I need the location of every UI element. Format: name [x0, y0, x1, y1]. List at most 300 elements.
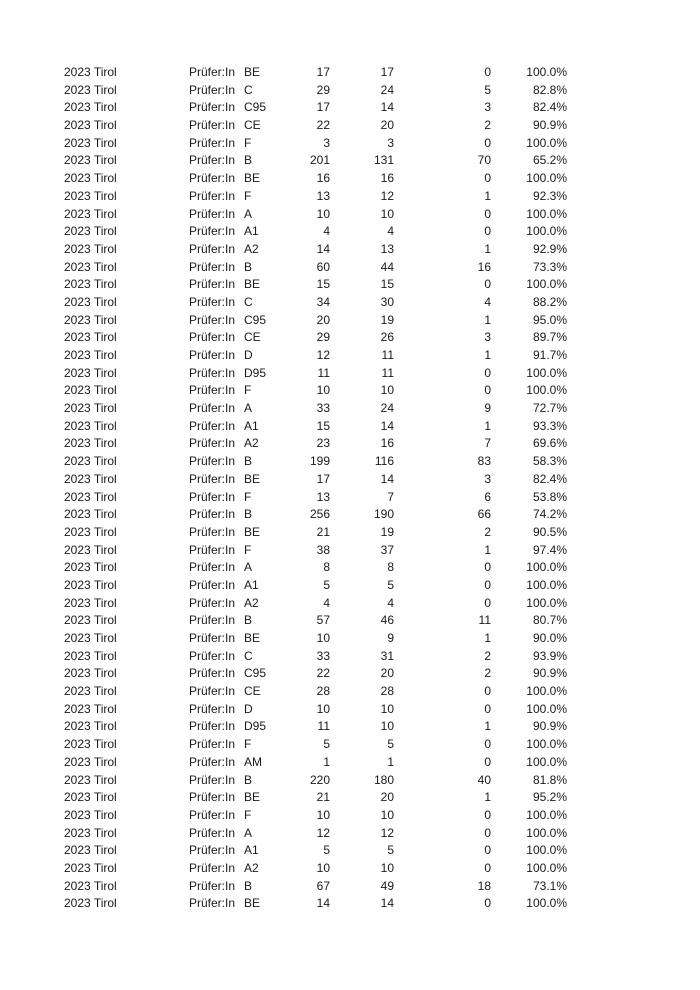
total-cell: 67 — [316, 878, 330, 893]
pass-rate-cell: 89.7% — [532, 330, 567, 345]
total-cell: 21 — [316, 524, 330, 539]
year-region-cell: 2023 Tirol — [64, 560, 117, 575]
failed-cell: 0 — [484, 560, 491, 575]
role-cell: Prüfer:In — [189, 418, 236, 433]
year-region-cell: 2023 Tirol — [64, 754, 117, 769]
license-class-cell: A — [244, 825, 253, 840]
data-sheet — [64, 64, 584, 913]
total-cell: 5 — [323, 577, 330, 592]
year-region-cell: 2023 Tirol — [64, 383, 117, 398]
year-region-cell: 2023 Tirol — [64, 524, 117, 539]
total-cell: 12 — [316, 348, 330, 362]
pass-rate-cell: 80.7% — [532, 613, 567, 628]
license-class-cell: A — [244, 206, 253, 221]
passed-cell: 10 — [380, 807, 394, 822]
year-region-cell: 2023 Tirol — [64, 825, 117, 840]
year-region-cell: 2023 Tirol — [64, 772, 117, 787]
pass-rate-cell: 90.9% — [532, 118, 567, 133]
role-cell: Prüfer:In — [189, 542, 236, 557]
role-cell: Prüfer:In — [189, 772, 236, 787]
failed-cell: 1 — [484, 542, 491, 557]
license-class-cell: CE — [244, 330, 261, 345]
table-row — [64, 152, 584, 170]
total-cell: 10 — [316, 701, 330, 716]
table-row — [64, 347, 584, 365]
license-class-cell: A1 — [244, 843, 259, 858]
failed-cell: 0 — [484, 896, 491, 911]
total-cell: 16 — [316, 171, 330, 186]
pass-rate-cell: 100.0% — [526, 701, 567, 716]
license-class-cell: A2 — [244, 595, 259, 610]
role-cell: Prüfer:In — [189, 507, 236, 522]
passed-cell: 11 — [381, 365, 394, 380]
total-cell: 5 — [323, 737, 330, 752]
year-region-cell: 2023 Tirol — [64, 153, 117, 168]
failed-cell: 0 — [484, 135, 491, 150]
pass-rate-cell: 100.0% — [526, 277, 567, 292]
total-cell: 10 — [316, 860, 330, 875]
role-cell: Prüfer:In — [189, 206, 236, 221]
total-cell: 14 — [316, 896, 330, 911]
total-cell: 11 — [317, 365, 330, 380]
pass-rate-cell: 69.6% — [532, 436, 567, 451]
year-region-cell: 2023 Tirol — [64, 259, 117, 274]
role-cell: Prüfer:In — [189, 843, 236, 858]
passed-cell: 17 — [380, 65, 394, 79]
role-cell: Prüfer:In — [189, 188, 236, 203]
passed-cell: 15 — [380, 277, 394, 292]
role-cell: Prüfer:In — [189, 701, 236, 716]
failed-cell: 0 — [484, 807, 491, 822]
pass-rate-cell: 90.9% — [532, 666, 567, 681]
year-region-cell: 2023 Tirol — [64, 843, 117, 858]
pass-rate-cell: 97.4% — [532, 542, 567, 557]
failed-cell: 2 — [484, 118, 491, 133]
failed-cell: 83 — [477, 454, 491, 469]
total-cell: 201 — [309, 153, 330, 168]
year-region-cell: 2023 Tirol — [64, 65, 117, 79]
license-class-cell: A2 — [244, 436, 259, 451]
role-cell: Prüfer:In — [189, 860, 236, 875]
pass-rate-cell: 100.0% — [526, 135, 567, 150]
pass-rate-cell: 95.0% — [532, 312, 567, 327]
total-cell: 60 — [316, 259, 330, 274]
table-row — [64, 736, 584, 754]
year-region-cell: 2023 Tirol — [64, 277, 117, 292]
role-cell: Prüfer:In — [189, 436, 236, 451]
failed-cell: 1 — [484, 348, 491, 362]
license-class-cell: C — [244, 82, 253, 97]
pass-rate-cell: 73.3% — [532, 259, 567, 274]
license-class-cell: A1 — [244, 577, 259, 592]
failed-cell: 0 — [484, 595, 491, 610]
year-region-cell: 2023 Tirol — [64, 701, 117, 716]
pass-rate-cell: 100.0% — [526, 754, 567, 769]
total-cell: 22 — [316, 118, 330, 133]
failed-cell: 1 — [484, 188, 491, 203]
license-class-cell: F — [244, 489, 252, 504]
license-class-cell: D — [244, 348, 253, 362]
total-cell: 10 — [316, 807, 330, 822]
failed-cell: 0 — [484, 825, 491, 840]
role-cell: Prüfer:In — [189, 595, 236, 610]
total-cell: 29 — [316, 330, 330, 345]
role-cell: Prüfer:In — [189, 666, 236, 681]
total-cell: 199 — [309, 454, 330, 469]
license-class-cell: F — [244, 737, 252, 752]
failed-cell: 0 — [484, 277, 491, 292]
passed-cell: 5 — [387, 737, 394, 752]
table-row — [64, 294, 584, 312]
pass-rate-cell: 100.0% — [526, 171, 567, 186]
role-cell: Prüfer:In — [189, 100, 236, 115]
pass-rate-cell: 100.0% — [526, 684, 567, 699]
failed-cell: 0 — [484, 206, 491, 221]
failed-cell: 1 — [484, 241, 491, 256]
failed-cell: 2 — [484, 524, 491, 539]
passed-cell: 14 — [380, 896, 394, 911]
failed-cell: 66 — [477, 507, 491, 522]
total-cell: 28 — [316, 684, 330, 699]
pass-rate-cell: 82.4% — [532, 100, 567, 115]
table-row — [64, 329, 584, 347]
failed-cell: 3 — [484, 100, 491, 115]
year-region-cell: 2023 Tirol — [64, 171, 117, 186]
role-cell: Prüfer:In — [189, 312, 236, 327]
passed-cell: 28 — [380, 684, 394, 699]
license-class-cell: B — [244, 613, 253, 628]
license-class-cell: BE — [244, 277, 261, 292]
table-row — [64, 170, 584, 188]
passed-cell: 24 — [380, 401, 394, 416]
role-cell: Prüfer:In — [189, 383, 236, 398]
passed-cell: 20 — [380, 790, 394, 805]
license-class-cell: A2 — [244, 860, 259, 875]
year-region-cell: 2023 Tirol — [64, 666, 117, 681]
pass-rate-cell: 95.2% — [532, 790, 567, 805]
passed-cell: 10 — [380, 206, 394, 221]
failed-cell: 0 — [484, 383, 491, 398]
failed-cell: 16 — [477, 259, 491, 274]
year-region-cell: 2023 Tirol — [64, 790, 117, 805]
failed-cell: 0 — [484, 577, 491, 592]
license-class-cell: BE — [244, 896, 261, 911]
role-cell: Prüfer:In — [189, 259, 236, 274]
pass-rate-cell: 90.5% — [532, 524, 567, 539]
table-row — [64, 559, 584, 577]
pass-rate-cell: 100.0% — [526, 807, 567, 822]
role-cell: Prüfer:In — [189, 118, 236, 133]
table-row — [64, 754, 584, 772]
passed-cell: 14 — [380, 418, 394, 433]
failed-cell: 11 — [478, 613, 491, 628]
role-cell: Prüfer:In — [189, 790, 236, 805]
year-region-cell: 2023 Tirol — [64, 577, 117, 592]
total-cell: 17 — [316, 471, 330, 486]
year-region-cell: 2023 Tirol — [64, 100, 117, 115]
passed-cell: 5 — [387, 843, 394, 858]
year-region-cell: 2023 Tirol — [64, 206, 117, 221]
total-cell: 10 — [316, 631, 330, 645]
table-row — [64, 701, 584, 719]
license-class-cell: A1 — [244, 418, 259, 433]
table-row — [64, 506, 584, 524]
failed-cell: 0 — [484, 65, 491, 79]
table-row — [64, 471, 584, 489]
role-cell: Prüfer:In — [189, 754, 236, 769]
passed-cell: 10 — [380, 719, 394, 734]
table-row — [64, 630, 584, 648]
year-region-cell: 2023 Tirol — [64, 737, 117, 752]
passed-cell: 4 — [387, 595, 394, 610]
passed-cell: 116 — [374, 454, 394, 469]
role-cell: Prüfer:In — [189, 82, 236, 97]
passed-cell: 180 — [373, 772, 394, 787]
failed-cell: 2 — [484, 648, 491, 663]
passed-cell: 14 — [380, 100, 394, 115]
failed-cell: 3 — [484, 471, 491, 486]
failed-cell: 0 — [484, 701, 491, 716]
license-class-cell: F — [244, 542, 252, 557]
passed-cell: 8 — [387, 560, 394, 575]
license-class-cell: B — [244, 878, 253, 893]
table-row — [64, 665, 584, 683]
role-cell: Prüfer:In — [189, 524, 236, 539]
total-cell: 33 — [316, 401, 330, 416]
pass-rate-cell: 81.8% — [532, 772, 567, 787]
table-row — [64, 825, 584, 843]
failed-cell: 40 — [477, 772, 491, 787]
role-cell: Prüfer:In — [189, 153, 236, 168]
role-cell: Prüfer:In — [189, 577, 236, 592]
passed-cell: 10 — [380, 383, 394, 398]
failed-cell: 4 — [484, 294, 491, 309]
pass-rate-cell: 100.0% — [526, 206, 567, 221]
role-cell: Prüfer:In — [189, 224, 236, 239]
license-class-cell: A1 — [244, 224, 259, 239]
failed-cell: 9 — [484, 401, 491, 416]
pass-rate-cell: 100.0% — [526, 224, 567, 239]
total-cell: 12 — [316, 825, 330, 840]
passed-cell: 3 — [387, 135, 394, 150]
table-row — [64, 259, 584, 277]
year-region-cell: 2023 Tirol — [64, 542, 117, 557]
license-class-cell: B — [244, 454, 253, 469]
pass-rate-cell: 58.3% — [532, 454, 567, 469]
license-class-cell: C95 — [244, 100, 267, 115]
role-cell: Prüfer:In — [189, 631, 236, 645]
passed-cell: 10 — [380, 701, 394, 716]
role-cell: Prüfer:In — [189, 560, 236, 575]
role-cell: Prüfer:In — [189, 171, 236, 186]
pass-rate-cell: 72.7% — [532, 401, 567, 416]
year-region-cell: 2023 Tirol — [64, 82, 117, 97]
pass-rate-cell: 100.0% — [526, 383, 567, 398]
table-row — [64, 206, 584, 224]
total-cell: 5 — [323, 843, 330, 858]
table-row — [64, 895, 584, 913]
failed-cell: 5 — [484, 82, 491, 97]
role-cell: Prüfer:In — [189, 613, 236, 628]
pass-rate-cell: 100.0% — [526, 860, 567, 875]
passed-cell: 19 — [380, 312, 394, 327]
pass-rate-cell: 82.4% — [532, 471, 567, 486]
passed-cell: 31 — [380, 648, 394, 663]
license-class-cell: C95 — [244, 666, 267, 681]
total-cell: 38 — [316, 542, 330, 557]
license-class-cell: BE — [244, 631, 261, 645]
year-region-cell: 2023 Tirol — [64, 118, 117, 133]
pass-rate-cell: 90.9% — [532, 719, 567, 734]
role-cell: Prüfer:In — [189, 489, 236, 504]
total-cell: 17 — [316, 65, 330, 79]
license-class-cell: BE — [244, 790, 261, 805]
pass-rate-cell: 100.0% — [526, 737, 567, 752]
passed-cell: 14 — [380, 471, 394, 486]
table-row — [64, 188, 584, 206]
passed-cell: 49 — [380, 878, 394, 893]
license-class-cell: F — [244, 383, 252, 398]
passed-cell: 20 — [380, 118, 394, 133]
year-region-cell: 2023 Tirol — [64, 648, 117, 663]
pass-rate-cell: 82.8% — [532, 82, 567, 97]
role-cell: Prüfer:In — [189, 684, 236, 699]
pass-rate-cell: 92.3% — [532, 188, 567, 203]
role-cell: Prüfer:In — [189, 330, 236, 345]
table-row — [64, 595, 584, 613]
failed-cell: 3 — [484, 330, 491, 345]
passed-cell: 190 — [373, 507, 394, 522]
total-cell: 11 — [317, 719, 330, 734]
table-row — [64, 542, 584, 560]
role-cell: Prüfer:In — [189, 807, 236, 822]
pass-rate-cell: 88.2% — [532, 294, 567, 309]
table-row — [64, 64, 584, 82]
passed-cell: 24 — [380, 82, 394, 97]
pass-rate-cell: 73.1% — [532, 878, 567, 893]
table-row — [64, 241, 584, 259]
role-cell: Prüfer:In — [189, 896, 236, 911]
license-class-cell: F — [244, 188, 252, 203]
total-cell: 14 — [316, 241, 330, 256]
passed-cell: 20 — [380, 666, 394, 681]
role-cell: Prüfer:In — [189, 719, 236, 734]
passed-cell: 19 — [380, 524, 394, 539]
role-cell: Prüfer:In — [189, 135, 236, 150]
license-class-cell: D95 — [244, 365, 267, 380]
license-class-cell: CE — [244, 684, 261, 699]
total-cell: 17 — [316, 100, 330, 115]
passed-cell: 44 — [380, 259, 394, 274]
total-cell: 22 — [316, 666, 330, 681]
table-row — [64, 878, 584, 896]
passed-cell: 12 — [380, 825, 394, 840]
table-row — [64, 718, 584, 736]
year-region-cell: 2023 Tirol — [64, 896, 117, 911]
year-region-cell: 2023 Tirol — [64, 878, 117, 893]
year-region-cell: 2023 Tirol — [64, 312, 117, 327]
table-row — [64, 577, 584, 595]
license-class-cell: BE — [244, 471, 261, 486]
total-cell: 34 — [316, 294, 330, 309]
table-row — [64, 117, 584, 135]
table-row — [64, 223, 584, 241]
table-row — [64, 807, 584, 825]
role-cell: Prüfer:In — [189, 471, 236, 486]
failed-cell: 70 — [477, 153, 491, 168]
year-region-cell: 2023 Tirol — [64, 365, 117, 380]
failed-cell: 18 — [477, 878, 491, 893]
total-cell: 13 — [316, 188, 330, 203]
license-class-cell: CE — [244, 118, 261, 133]
passed-cell: 46 — [380, 613, 394, 628]
year-region-cell: 2023 Tirol — [64, 807, 117, 822]
passed-cell: 26 — [380, 330, 394, 345]
total-cell: 15 — [316, 277, 330, 292]
role-cell: Prüfer:In — [189, 648, 236, 663]
table-row — [64, 276, 584, 294]
year-region-cell: 2023 Tirol — [64, 471, 117, 486]
year-region-cell: 2023 Tirol — [64, 860, 117, 875]
table-row — [64, 453, 584, 471]
year-region-cell: 2023 Tirol — [64, 719, 117, 734]
license-class-cell: B — [244, 772, 253, 787]
table-row — [64, 82, 584, 100]
pass-rate-cell: 100.0% — [526, 595, 567, 610]
failed-cell: 2 — [484, 666, 491, 681]
passed-cell: 4 — [387, 224, 394, 239]
license-class-cell: A2 — [244, 241, 259, 256]
passed-cell: 37 — [380, 542, 394, 557]
pass-rate-cell: 100.0% — [526, 560, 567, 575]
license-class-cell: BE — [244, 524, 261, 539]
failed-cell: 0 — [484, 684, 491, 699]
passed-cell: 16 — [380, 436, 394, 451]
table-row — [64, 772, 584, 790]
table-row — [64, 842, 584, 860]
passed-cell: 10 — [380, 860, 394, 875]
table-row — [64, 860, 584, 878]
passed-cell: 5 — [387, 577, 394, 592]
total-cell: 13 — [316, 489, 330, 504]
pass-rate-cell: 100.0% — [526, 365, 567, 380]
total-cell: 1 — [323, 754, 330, 769]
year-region-cell: 2023 Tirol — [64, 489, 117, 504]
license-class-cell: A — [244, 560, 253, 575]
total-cell: 4 — [323, 595, 330, 610]
failed-cell: 1 — [484, 719, 491, 734]
year-region-cell: 2023 Tirol — [64, 135, 117, 150]
year-region-cell: 2023 Tirol — [64, 241, 117, 256]
role-cell: Prüfer:In — [189, 825, 236, 840]
passed-cell: 16 — [380, 171, 394, 186]
failed-cell: 1 — [484, 790, 491, 805]
passed-cell: 13 — [380, 241, 394, 256]
failed-cell: 6 — [484, 489, 491, 504]
license-class-cell: C — [244, 294, 253, 309]
table-row — [64, 99, 584, 117]
total-cell: 23 — [316, 436, 330, 451]
total-cell: 21 — [316, 790, 330, 805]
passed-cell: 7 — [387, 489, 394, 504]
year-region-cell: 2023 Tirol — [64, 401, 117, 416]
table-row — [64, 418, 584, 436]
pass-rate-cell: 100.0% — [526, 896, 567, 911]
role-cell: Prüfer:In — [189, 277, 236, 292]
role-cell: Prüfer:In — [189, 737, 236, 752]
failed-cell: 1 — [484, 418, 491, 433]
year-region-cell: 2023 Tirol — [64, 613, 117, 628]
